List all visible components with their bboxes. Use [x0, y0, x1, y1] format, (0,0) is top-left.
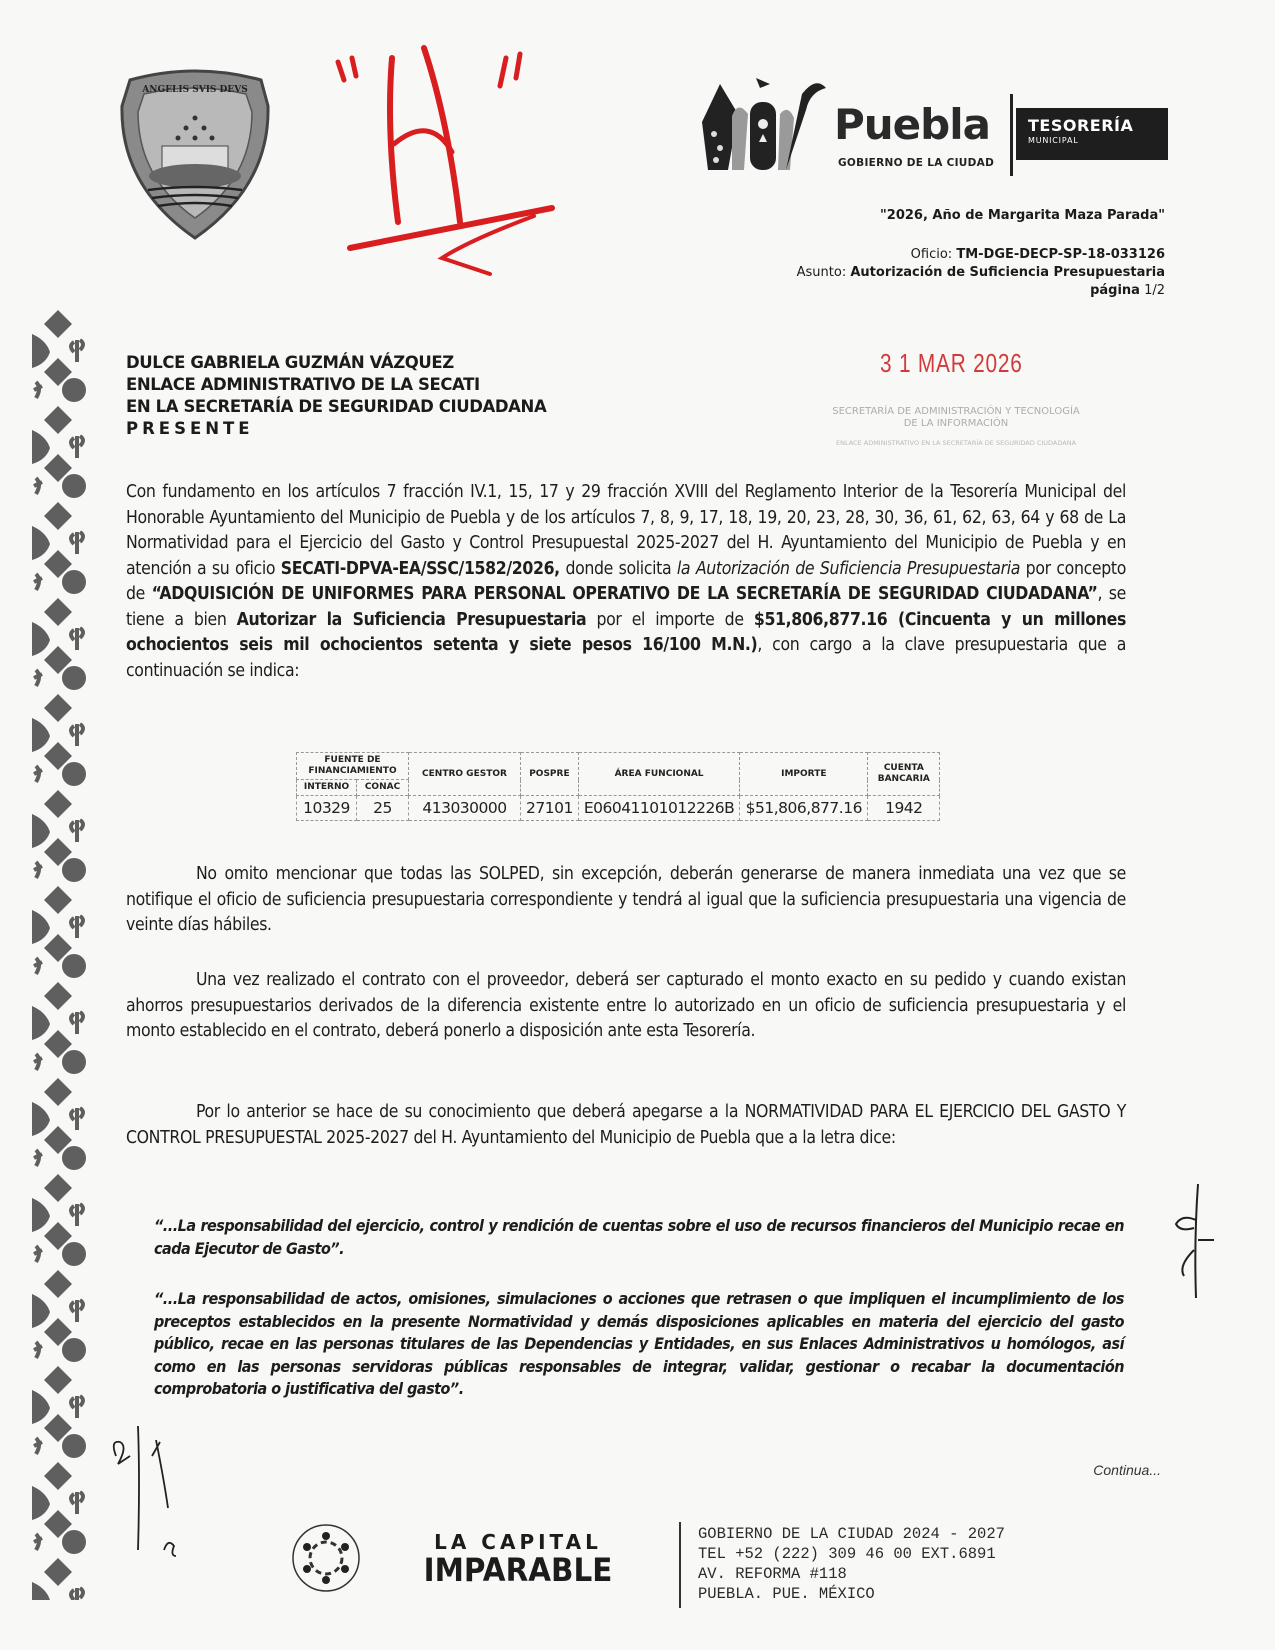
- th-interno: INTERNO: [297, 780, 357, 796]
- border-motif: [32, 406, 86, 498]
- p1-concept: “ADQUISICIÓN DE UNIFORMES PARA PERSONAL OPERATIVO DE LA SECRETARÍA DE SEGURIDAD CIUDADANA”: [151, 584, 1098, 604]
- th-cuenta-bancaria: CUENTA BANCARIA: [868, 753, 940, 796]
- logo-divider: [1010, 94, 1013, 176]
- border-motif: [32, 790, 86, 882]
- recipient-block: [126, 352, 546, 440]
- puebla-subtitle: GOBIERNO DE LA CIUDAD: [838, 157, 995, 169]
- quote-responsibility-1: “...La responsabilidad del ejercicio, control y rendición de cuentas sobre el uso de recursos financieros del Municipio recae en cada Ejecutor de Gasto”.: [154, 1216, 1124, 1258]
- th-importe: IMPORTE: [740, 753, 868, 796]
- received-stamp-date: 3 1 MAR 2026: [880, 348, 1023, 378]
- budget-key-table: [296, 752, 940, 821]
- page-label: página: [1090, 283, 1140, 298]
- border-motif: [32, 1078, 86, 1170]
- footer-address: [698, 1524, 1005, 1604]
- municipal-label: MUNICIPAL: [1028, 136, 1079, 145]
- th-fuente: FUENTE DE FINANCIAMIENTO: [297, 753, 409, 780]
- stamp-org-line3: ENLACE ADMINISTRATIVO EN LA SECRETARÍA DE SEGURIDAD CIUDADANA: [835, 439, 1077, 447]
- recipient-name: DULCE GABRIELA GUZMÁN VÁZQUEZ: [126, 353, 454, 372]
- puebla-logo-icon: [698, 74, 828, 174]
- border-motif: [32, 694, 86, 786]
- year-motto: "2026, Año de Margarita Maza Parada": [880, 208, 1165, 223]
- initials-signature-left: [108, 1420, 218, 1570]
- table-row: [297, 796, 940, 821]
- continued-label: Continua...: [1093, 1462, 1161, 1478]
- address-line: TEL +52 (222) 309 46 00 EXT.6891: [698, 1545, 996, 1563]
- border-motif: [32, 1462, 86, 1554]
- th-conac: CONAC: [357, 780, 409, 796]
- stamp-org-line2: DE LA INFORMACIÓN: [903, 418, 1009, 429]
- paragraph-contract: Una vez realizado el contrato con el proveedor, deberá ser capturado el monto exacto en su pedido y cuando existan ahorros presupuestarios derivados de la diferencia existente entre lo autorizado en un oficio de suficiencia presupuestaria y el monto establecido en el contrato, deberá ponerlo a disposición ante esta Tesorería.: [126, 970, 1126, 1041]
- oficio-label: Oficio:: [910, 247, 953, 262]
- handwritten-mark: [330, 40, 580, 290]
- border-motif: [32, 1366, 86, 1458]
- p1-amount: $51,806,877.16 (Cincuenta y un millones ochocientos seis mil ochocientos setenta y siete pesos 16/100 M.N.): [126, 609, 1126, 655]
- address-line: AV. REFORMA #118: [698, 1565, 847, 1583]
- city-crest-icon: [118, 66, 273, 242]
- address-line: PUEBLA. PUE. MÉXICO: [698, 1585, 875, 1603]
- p1-text: donde solicita: [559, 558, 677, 579]
- th-centro-gestor: CENTRO GESTOR: [409, 753, 521, 796]
- page-number: 1/2: [1144, 283, 1165, 298]
- paragraph-foundation: [126, 480, 1126, 684]
- cell-importe: $51,806,877.16: [740, 796, 868, 821]
- p1-authorize: Autorizar la Suficiencia Presupuestaria: [236, 609, 587, 630]
- p1-text: por concepto de: [126, 558, 1126, 604]
- tesoreria-label: TESORERÍA: [1028, 116, 1134, 135]
- paragraph-solped: No omito mencionar que todas las SOLPED, sin excepción, deberán generarse de manera inmediata una vez que se notifique el oficio de suficiencia presupuestaria correspondiente y tendrá al igual que la suficiencia presupuestaria una vigencia de veinte días hábiles.: [126, 864, 1126, 935]
- la-capital-imparable-logo: [398, 1530, 638, 1594]
- p1-text: por el importe de: [586, 609, 754, 630]
- border-motif: [32, 1270, 86, 1362]
- p1-text: , con cargo a la clave presupuestaria que a continuación se indica:: [126, 635, 1126, 681]
- border-motif: [32, 886, 86, 978]
- recipient-title: ENLACE ADMINISTRATIVO DE LA SECATI: [126, 375, 480, 394]
- cell-centro-gestor: 413030000: [409, 796, 521, 821]
- border-motif: [32, 502, 86, 594]
- puebla-tesoreria-logo: [698, 74, 1168, 174]
- svg-text:ANGELIS SVIS DEVS: ANGELIS SVIS DEVS: [142, 85, 248, 95]
- footer-divider: [679, 1522, 681, 1608]
- cell-conac: 25: [357, 796, 409, 821]
- paragraph-normatividad: Por lo anterior se hace de su conocimiento que deberá apegarse a la NORMATIVIDAD PARA EL EJERCICIO DEL GASTO Y CONTROL PRESUPUESTAL 2025-2027 del H. Ayuntamiento del Municipio de Puebla que a la letra dice:: [126, 1102, 1126, 1148]
- tesoreria-badge: [1016, 108, 1168, 160]
- received-stamp-org: [786, 406, 1126, 448]
- p1-intro: Con fundamento en los artículos 7 fracción IV.1, 15, 17 y 29 fracción XVIII del Reglamento Interior de la Tesorería Municipal del Honorable Ayuntamiento del Municipio de Puebla y de los artículos 7, 8, 9, 17, 18, 19, 20, 23, 28, 30, 36, 61, 62, 63, 64 y 68 de La Normatividad para el Ejercicio del Gasto y Control Presupuestal 2025-2027 del H. Ayuntamiento del Municipio de Puebla y en atención a su oficio: [126, 482, 1126, 579]
- th-pospre: POSPRE: [521, 753, 579, 796]
- border-pattern-icon: [28, 310, 88, 1600]
- th-area-funcional: ÁREA FUNCIONAL: [578, 753, 740, 796]
- border-motif: [32, 1558, 86, 1600]
- p1-oficio-ref: SECATI-DPVA-EA/SSC/1582/2026,: [280, 558, 560, 579]
- recipient-org: EN LA SECRETARÍA DE SEGURIDAD CIUDADANA: [126, 397, 547, 416]
- cell-cuenta-bancaria: 1942: [868, 796, 940, 821]
- labor-equality-seal-icon: [290, 1522, 362, 1594]
- p1-italic: la Autorización de Suficiencia Presupuestaria: [676, 558, 1021, 579]
- brand-line2: IMPARABLE: [423, 1551, 613, 1589]
- decorative-border: [28, 310, 88, 1600]
- border-motif: [32, 598, 86, 690]
- puebla-wordmark: Puebla: [834, 100, 990, 149]
- p1-text: , se tiene a bien: [126, 584, 1126, 630]
- asunto-label: Asunto:: [796, 265, 847, 280]
- quote-responsibility-2: “...La responsabilidad de actos, omisiones, simulaciones o acciones que retrasen o que impliquen el incumplimiento de los preceptos establecidos en la presente Normatividad y demás disposiciones aplicables en materia del ejercicio del gasto público, recae en las personas titulares de las Dependencias y Entidades, en sus Enlaces Administrativos u homólogos, así como en las personas servidoras públicas responsables de integrar, validar, gestionar o recabar la documentación comprobatoria o justificativa del gasto”.: [154, 1289, 1124, 1398]
- recipient-greeting: PRESENTE: [126, 419, 254, 438]
- asunto-value: Autorización de Suficiencia Presupuestaria: [850, 265, 1165, 280]
- cell-area-funcional: E06041101012226B: [578, 796, 740, 821]
- border-motif: [32, 1174, 86, 1266]
- border-motif: [32, 310, 86, 402]
- initials-signature: [1168, 1180, 1218, 1310]
- border-motif: [32, 982, 86, 1074]
- address-line: GOBIERNO DE LA CIUDAD 2024 - 2027: [698, 1525, 1005, 1543]
- cell-interno: 10329: [297, 796, 357, 821]
- brand-line1: LA CAPITAL: [434, 1530, 602, 1554]
- stamp-org-line1: SECRETARÍA DE ADMINISTRACIÓN Y TECNOLOGÍA: [832, 406, 1080, 417]
- oficio-reference: [797, 246, 1165, 300]
- oficio-number: TM-DGE-DECP-SP-18-033126: [956, 247, 1165, 262]
- cell-pospre: 27101: [521, 796, 579, 821]
